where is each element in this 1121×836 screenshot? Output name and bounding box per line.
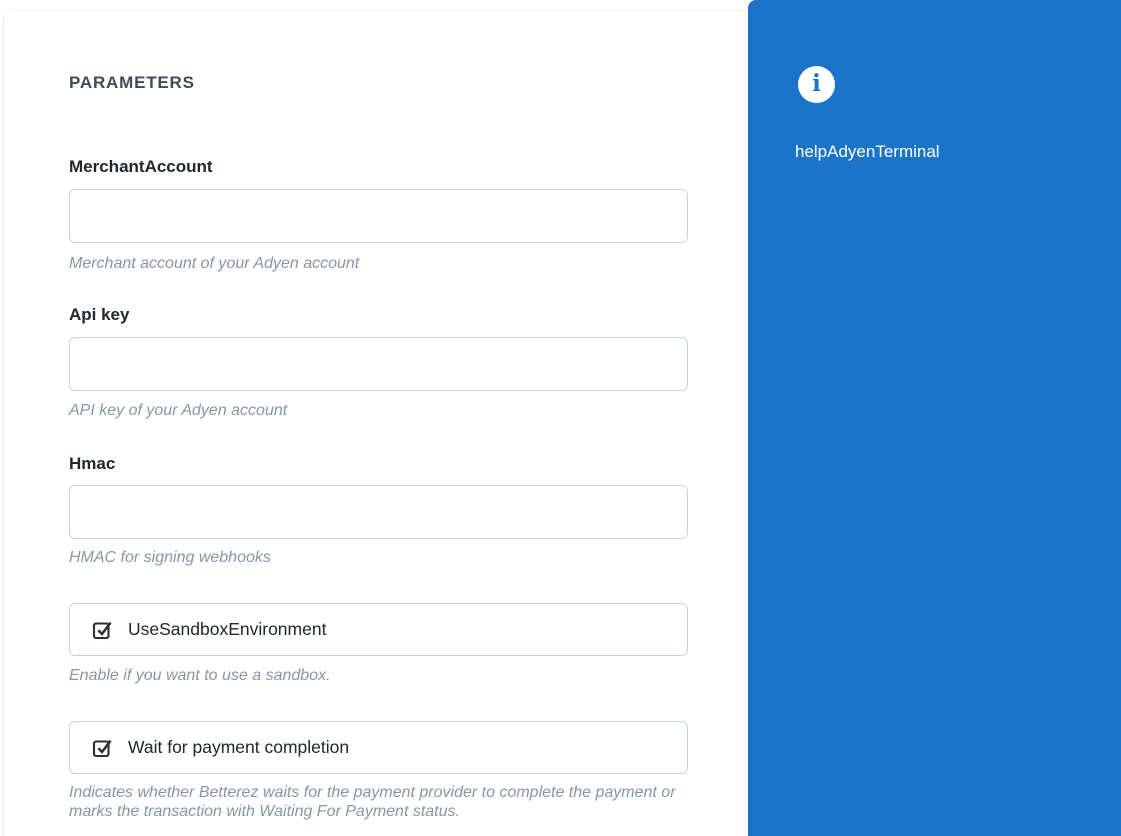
info-icon-glyph: i (812, 70, 821, 97)
wait-for-payment-helper: Indicates whether Betterez waits for the payment provider to complete the payment or marks the transaction with Waiting For Payment status. (69, 784, 676, 820)
wait-for-payment-completion-label: Wait for payment completion (128, 737, 350, 757)
use-sandbox-environment-label: UseSandboxEnvironment (128, 619, 327, 639)
api-key-label: Api key (69, 305, 130, 324)
wait-for-payment-completion-checkbox[interactable] (69, 721, 688, 774)
info-icon (798, 66, 835, 103)
checked-checkbox-icon (92, 737, 113, 758)
merchant-account-input[interactable] (69, 189, 688, 243)
help-panel (748, 0, 1121, 836)
use-sandbox-environment-checkbox[interactable] (69, 603, 688, 656)
api-key-helper: API key of your Adyen account (69, 402, 288, 419)
checked-checkbox-icon (92, 619, 113, 640)
merchant-account-label: MerchantAccount (69, 157, 213, 176)
use-sandbox-helper: Enable if you want to use a sandbox. (69, 667, 331, 684)
merchant-account-helper: Merchant account of your Adyen account (69, 255, 360, 272)
hmac-label: Hmac (69, 454, 116, 473)
parameters-heading: PARAMETERS (69, 73, 195, 92)
hmac-input[interactable] (69, 485, 688, 539)
help-panel-label: helpAdyenTerminal (795, 142, 940, 161)
api-key-input[interactable] (69, 337, 688, 391)
hmac-helper: HMAC for signing webhooks (69, 549, 271, 566)
